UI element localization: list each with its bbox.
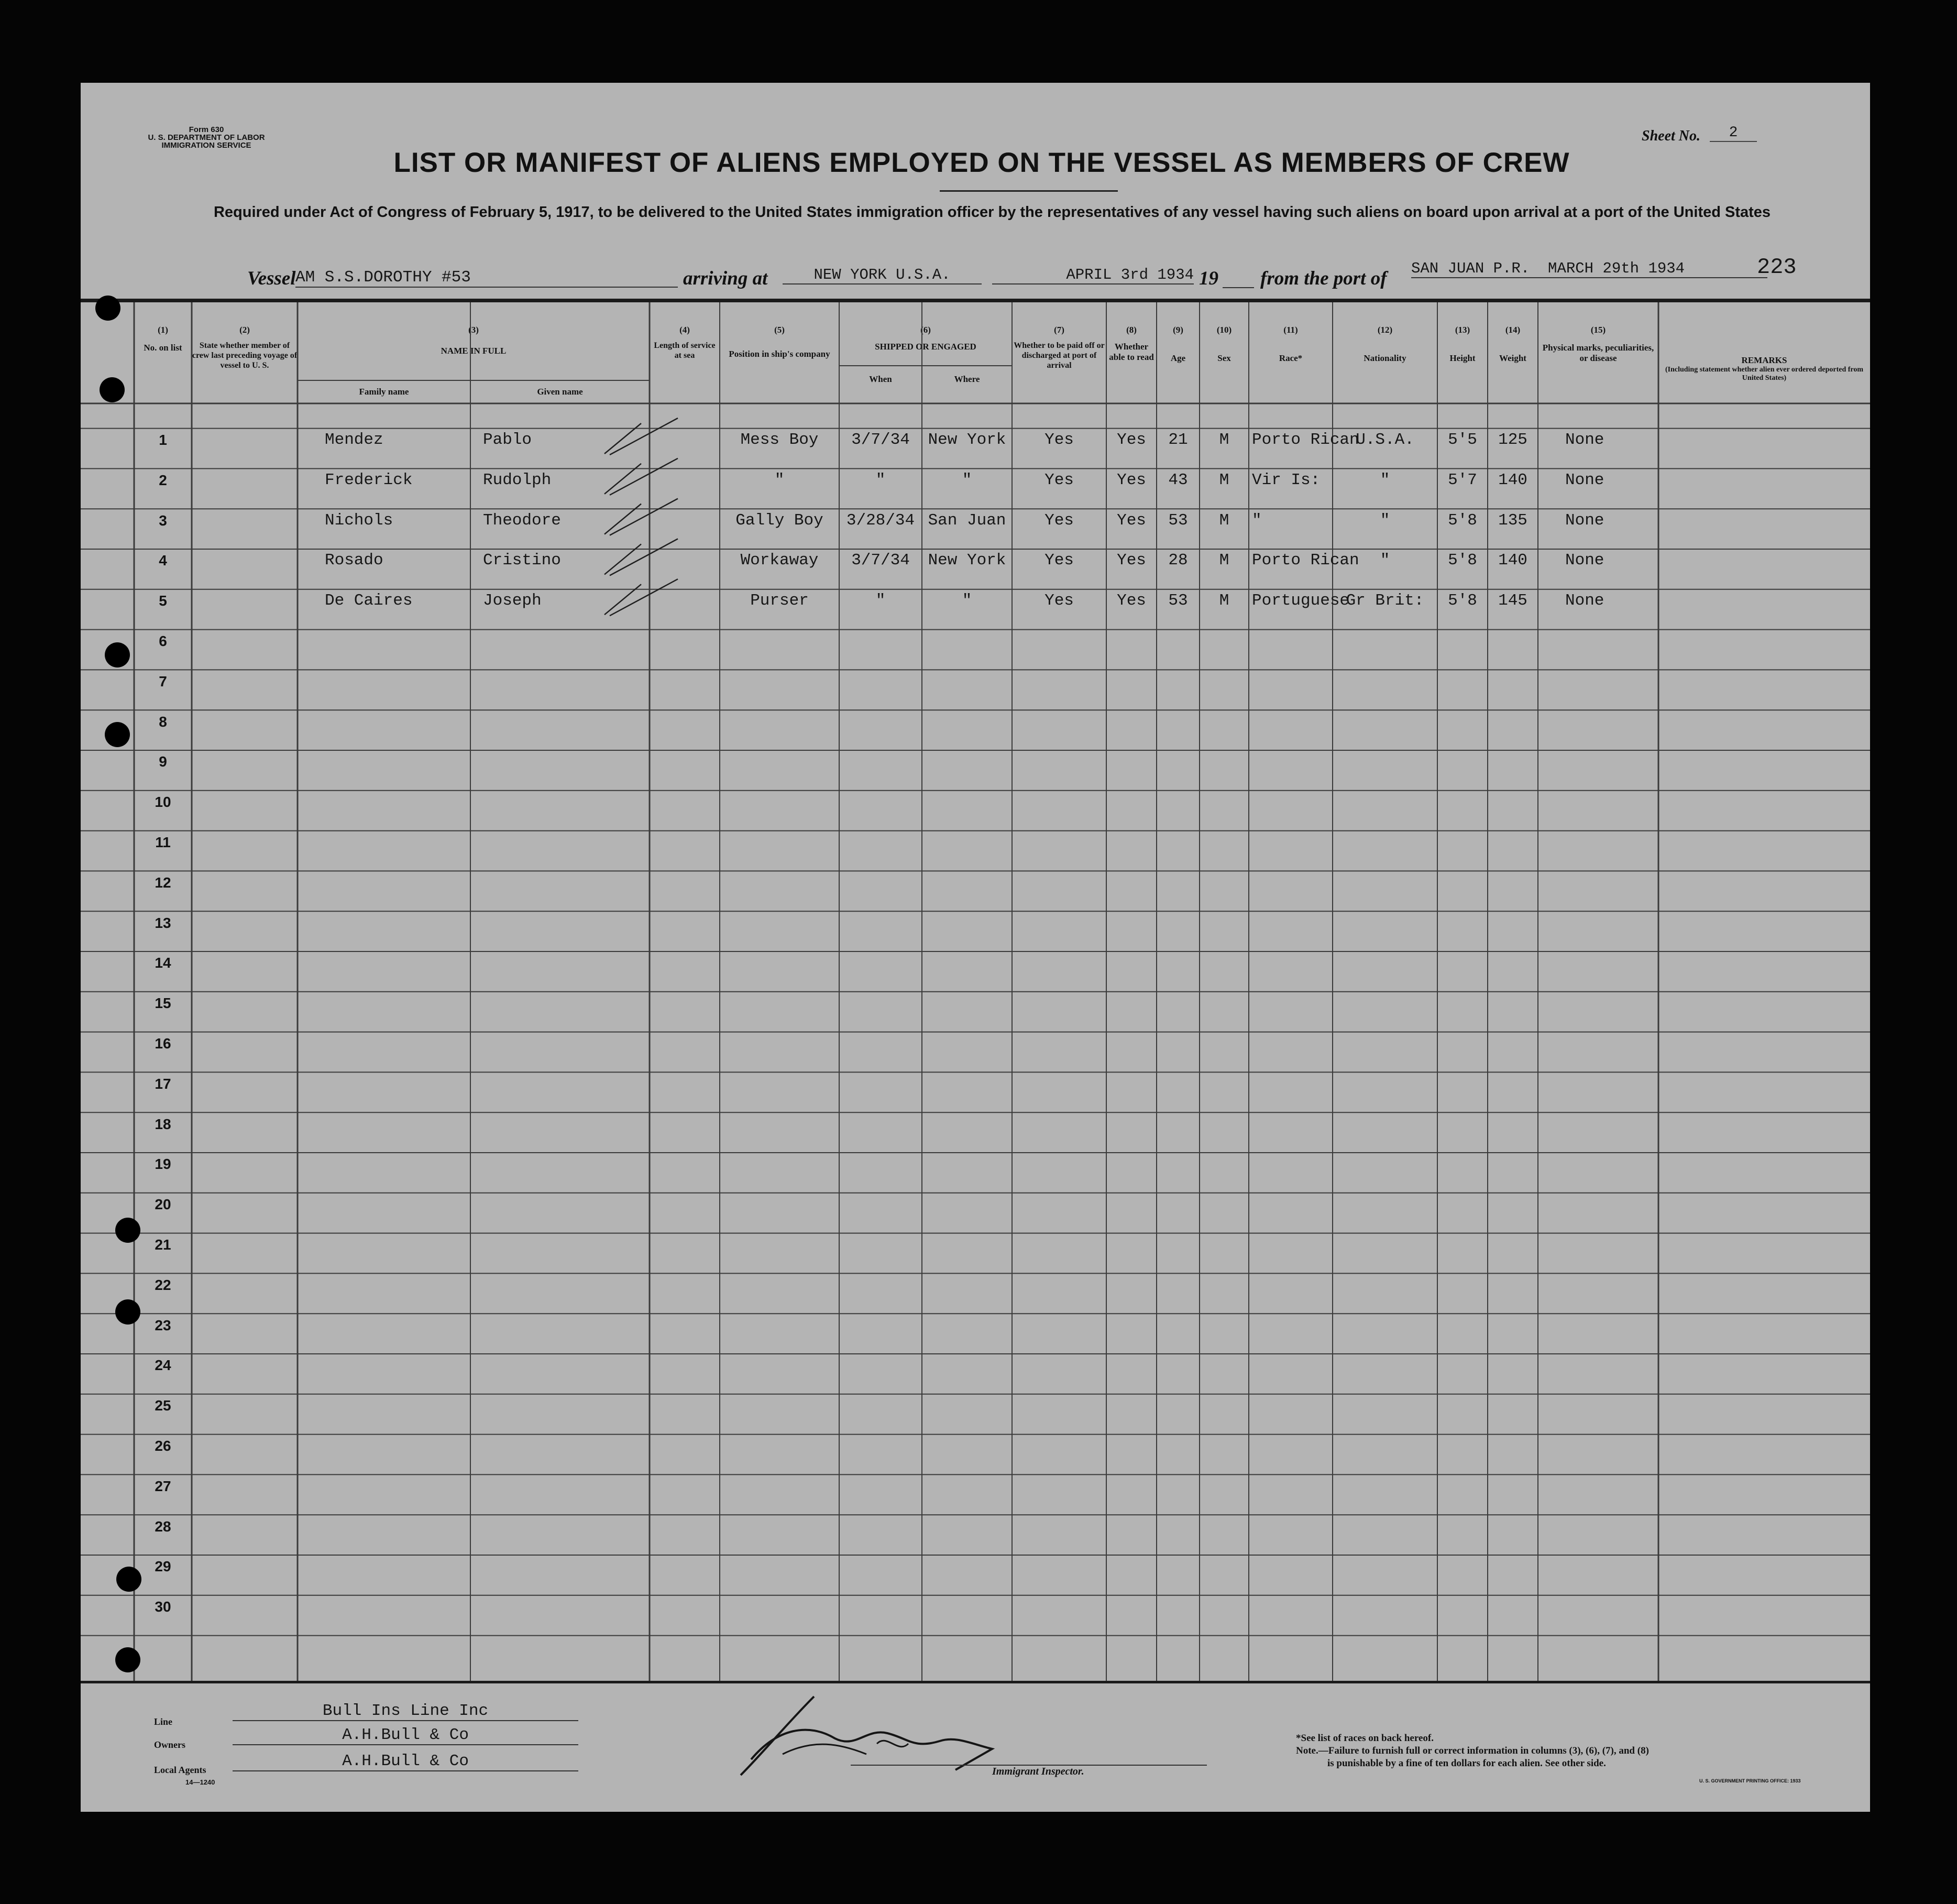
sheet-label: Sheet No. — [1642, 128, 1700, 144]
form-code: 14—1240 — [185, 1778, 215, 1786]
form-subtitle: Required under Act of Congress of February 5, 1917, to be delivered to the United States immigration officer by the representatives of any vessel having such aliens on board upon arrival at a port of the United States — [213, 204, 1771, 221]
row-number: 15 — [155, 995, 171, 1012]
col-1-head: (1) No. on list — [144, 325, 182, 353]
col-3a-head: Family name — [359, 387, 409, 397]
line-label: Line — [154, 1716, 173, 1727]
shipped-when: 3/7/34 — [851, 551, 910, 570]
col-13-head: (13) Height — [1449, 325, 1476, 363]
able-to-read: Yes — [1117, 592, 1146, 610]
col-7-head: (7) Whether to be paid off or discharged at port of arrival — [1014, 325, 1105, 370]
given-name: Joseph — [483, 592, 542, 610]
col-2-head: (2) State whether member of crew last preceding voyage of vessel to U. S. — [192, 325, 298, 370]
physical-marks: None — [1565, 551, 1604, 570]
row-number: 7 — [159, 673, 167, 690]
inspector-signature — [730, 1691, 1024, 1780]
height: 5'5 — [1448, 431, 1477, 449]
row-number: 21 — [155, 1236, 171, 1253]
paid-off: Yes — [1045, 470, 1074, 489]
row-number: 27 — [155, 1478, 171, 1494]
row-number: 22 — [155, 1276, 171, 1293]
col-10-head: (10) Sex — [1216, 325, 1232, 363]
family-name: De Caires — [325, 592, 413, 610]
arrival-date: APRIL 3rd 1934 — [992, 266, 1194, 284]
row-number: 14 — [155, 955, 171, 971]
age: 21 — [1168, 431, 1188, 449]
position: Gally Boy — [735, 511, 823, 530]
weight: 140 — [1498, 470, 1527, 489]
departure-port: SAN JUAN P.R. MARCH 29th 1934 — [1411, 260, 1767, 278]
row-number: 8 — [159, 713, 167, 730]
punch-hole — [115, 1218, 140, 1243]
col-6-head: (6) SHIPPED OR ENGAGED — [875, 325, 976, 352]
year-prefix: 19 — [1199, 268, 1218, 289]
family-name: Frederick — [325, 470, 413, 489]
row-number: 30 — [155, 1599, 171, 1615]
row-number: 25 — [155, 1397, 171, 1414]
row-number: 16 — [155, 1035, 171, 1052]
height: 5'8 — [1448, 592, 1477, 610]
row-number: 9 — [159, 753, 167, 770]
weight: 125 — [1498, 431, 1527, 449]
manifest-sheet — [81, 83, 1870, 1812]
row-number: 12 — [155, 874, 171, 891]
arrival-port: NEW YORK U.S.A. — [783, 266, 982, 284]
punch-hole — [115, 1299, 140, 1325]
footnotes — [1296, 1732, 1649, 1770]
col-3-head: (3) NAME IN FULL — [441, 325, 507, 356]
shipped-when: 3/28/34 — [846, 511, 915, 530]
remarks-head: REMARKS (Including statement whether alien ever ordered deported from United States) — [1665, 355, 1864, 382]
agents-name: A.H.Bull & Co — [233, 1752, 578, 1771]
owners-label: Owners — [154, 1739, 185, 1750]
given-name: Pablo — [483, 431, 532, 449]
footer-rule — [81, 1681, 1870, 1683]
row-number: 10 — [155, 794, 171, 811]
race: Porto Rican — [1252, 551, 1359, 570]
row-number: 13 — [155, 914, 171, 931]
row-number: 6 — [159, 633, 167, 649]
col-6b-head: Where — [954, 374, 980, 384]
weight: 135 — [1498, 511, 1527, 530]
footnote-races: *See list of races on back hereof. — [1296, 1733, 1434, 1744]
col-6a-head: When — [869, 374, 892, 384]
vessel-name: AM S.S.DOROTHY #53 — [295, 268, 678, 288]
footnote-penalty-cont: is punishable by a fine of ten dollars for each alien. See other side. — [1327, 1758, 1606, 1769]
owners-name: A.H.Bull & Co — [233, 1726, 578, 1745]
printer-mark: U. S. GOVERNMENT PRINTING OFFICE: 1933 — [1699, 1778, 1801, 1783]
col-12-head: (12) Nationality — [1364, 325, 1406, 363]
row-number: 20 — [155, 1196, 171, 1213]
row-number: 28 — [155, 1518, 171, 1535]
height: 5'8 — [1448, 511, 1477, 530]
punch-hole — [100, 377, 125, 402]
row-number: 11 — [155, 834, 171, 850]
footnote-penalty: Note.—Failure to furnish full or correct information in columns (3), (6), (7), and (8) — [1296, 1745, 1649, 1756]
col-14-head: (14) Weight — [1499, 325, 1526, 363]
race: Portuguese — [1252, 592, 1350, 610]
sheet-number: 2 — [1710, 125, 1757, 142]
row-number: 23 — [155, 1317, 171, 1333]
age: 53 — [1168, 592, 1188, 610]
race: " — [1252, 511, 1262, 530]
page-title: LIST OR MANIFEST OF ALIENS EMPLOYED ON THE VESSEL AS MEMBERS OF CREW — [393, 147, 1570, 178]
inspector-label: Immigrant Inspector. — [992, 1766, 1084, 1777]
physical-marks: None — [1565, 511, 1604, 530]
arriving-label: arriving at — [683, 268, 768, 289]
form-number: Form 630 — [189, 125, 224, 134]
position: " — [774, 470, 785, 489]
family-name: Rosado — [325, 551, 383, 570]
family-name: Mendez — [325, 431, 383, 449]
row-number: 4 — [159, 552, 167, 569]
nationality: " — [1380, 551, 1390, 570]
service-name: IMMIGRATION SERVICE — [161, 141, 251, 150]
age: 53 — [1168, 511, 1188, 530]
given-name: Cristino — [483, 551, 561, 570]
age: 28 — [1168, 551, 1188, 570]
col-15-head: (15) Physical marks, peculiarities, or disease — [1542, 325, 1654, 363]
sex: M — [1219, 470, 1229, 489]
line-name: Bull Ins Line Inc — [233, 1702, 578, 1721]
position: Workaway — [740, 551, 819, 570]
family-name: Nichols — [325, 511, 393, 530]
shipped-where: San Juan — [928, 511, 1006, 530]
sex: M — [1219, 551, 1229, 570]
from-port-label: from the port of — [1260, 268, 1387, 289]
age: 43 — [1168, 470, 1188, 489]
agents-label: Local Agents — [154, 1765, 206, 1775]
position: Purser — [750, 592, 809, 610]
paid-off: Yes — [1045, 551, 1074, 570]
paid-off: Yes — [1045, 511, 1074, 530]
nationality: " — [1380, 511, 1390, 530]
physical-marks: None — [1565, 431, 1604, 449]
row-number: 5 — [159, 593, 167, 609]
shipped-when: " — [875, 592, 886, 610]
page-stamp: 223 — [1757, 255, 1797, 280]
shipped-where: New York — [928, 431, 1006, 449]
row-number: 24 — [155, 1357, 171, 1374]
punch-hole — [116, 1567, 141, 1592]
row-number: 26 — [155, 1438, 171, 1454]
department-name: U. S. DEPARTMENT OF LABOR — [148, 133, 265, 142]
row-number: 2 — [159, 472, 167, 488]
paid-off: Yes — [1045, 592, 1074, 610]
sex: M — [1219, 431, 1229, 449]
col-5-head: (5) Position in ship's company — [729, 325, 830, 359]
punch-hole — [105, 642, 130, 668]
race: Vir Is: — [1252, 470, 1321, 489]
weight: 145 — [1498, 592, 1527, 610]
shipped-when: 3/7/34 — [851, 431, 910, 449]
physical-marks: None — [1565, 592, 1604, 610]
punch-hole — [105, 722, 130, 747]
row-number: 17 — [155, 1075, 171, 1092]
shipped-where: " — [962, 470, 972, 489]
row-number: 3 — [159, 512, 167, 529]
paid-off: Yes — [1045, 431, 1074, 449]
height: 5'7 — [1448, 470, 1477, 489]
given-name: Rudolph — [483, 470, 552, 489]
able-to-read: Yes — [1117, 470, 1146, 489]
nationality: Gr Brit: — [1346, 592, 1424, 610]
sex: M — [1219, 592, 1229, 610]
shipped-where: " — [962, 592, 972, 610]
col-4-head: (4) Length of service at sea — [654, 325, 716, 360]
race: Porto Rican — [1252, 431, 1359, 449]
able-to-read: Yes — [1117, 511, 1146, 530]
row-number: 19 — [155, 1156, 171, 1173]
nationality: " — [1380, 470, 1390, 489]
nationality: U.S.A. — [1356, 431, 1414, 449]
col-3b-head: Given name — [537, 387, 583, 397]
position: Mess Boy — [740, 431, 819, 449]
able-to-read: Yes — [1117, 551, 1146, 570]
height: 5'8 — [1448, 551, 1477, 570]
shipped-when: " — [875, 470, 886, 489]
punch-hole — [115, 1647, 140, 1672]
col-9-head: (9) Age — [1170, 325, 1186, 363]
col-11-head: (11) Race* — [1279, 325, 1303, 363]
able-to-read: Yes — [1117, 431, 1146, 449]
physical-marks: None — [1565, 470, 1604, 489]
punch-hole — [95, 296, 120, 321]
weight: 140 — [1498, 551, 1527, 570]
col-8-head: (8) Whether able to read — [1109, 325, 1154, 362]
row-number: 18 — [155, 1115, 171, 1132]
vessel-label: Vessel — [247, 268, 296, 289]
manifest-rows — [81, 83, 1870, 1812]
row-number: 29 — [155, 1558, 171, 1575]
shipped-where: New York — [928, 551, 1006, 570]
row-number: 1 — [159, 432, 167, 448]
sex: M — [1219, 511, 1229, 530]
given-name: Theodore — [483, 511, 561, 530]
